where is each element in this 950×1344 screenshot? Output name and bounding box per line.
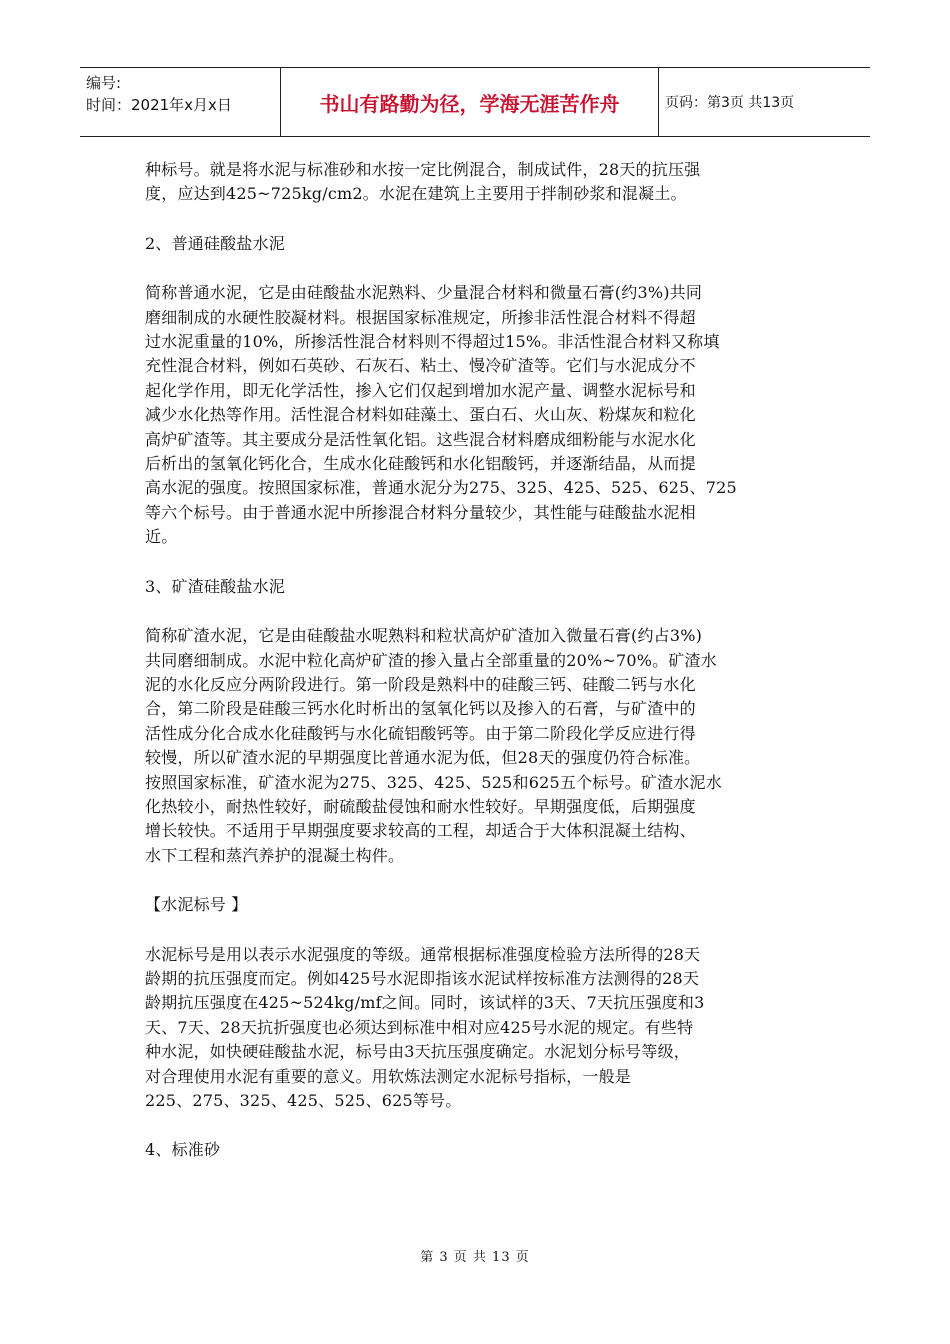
text-line: 合，第二阶段是硅酸三钙水化时析出的氢氧化钙以及掺入的石膏，与矿渣中的: [145, 699, 696, 719]
text-line: 简称普通水泥，它是由硅酸盐水泥熟料、少量混合材料和微量石膏(约3%)共同: [145, 283, 703, 303]
paragraph: [145, 624, 805, 868]
text-line: 按照国家标准，矿渣水泥为275、325、425、525和625五个标号。矿渣水泥水: [145, 772, 722, 792]
text-line: 充性混合材料，例如石英砂、石灰石、粘土、慢冷矿渣等。它们与水泥成分不: [145, 356, 696, 376]
text-line: 后析出的氢氧化钙化合，生成水化硅酸钙和水化铝酸钙，并逐渐结晶，从而提: [145, 454, 696, 474]
header-motto: 书山有路勤为径，学海无涯苦作舟: [281, 68, 659, 136]
text-line: 对合理使用水泥有重要的意义。用软炼法测定水泥标号指标，一般是: [145, 1066, 632, 1086]
document-body: [145, 158, 805, 1163]
paragraph: [145, 232, 805, 256]
paragraph-gap: [145, 868, 805, 893]
paragraph: [145, 1138, 805, 1162]
paragraph: [145, 281, 805, 549]
text-line: 增长较快。不适用于早期强度要求较高的工程，却适合于大体积混凝土结构、: [145, 821, 696, 841]
text-line: 度，应达到425~725kg/cm2。水泥在建筑上主要用于拌制砂浆和混凝土。: [145, 184, 687, 204]
text-line: 等六个标号。由于普通水泥中所掺混合材料分量较少，其性能与硅酸盐水泥相: [145, 502, 696, 522]
text-line: 简称矿渣水泥，它是由硅酸盐水呢熟料和粒状高炉矿渣加入微量石膏(约占3%): [145, 626, 703, 646]
paragraph-gap: [145, 1113, 805, 1138]
text-line: 高水泥的强度。按照国家标准，普通水泥分为275、325、425、525、625、725: [145, 478, 737, 498]
paragraph-gap: [145, 599, 805, 624]
text-line: 高炉矿渣等。其主要成分是活性氧化铝。这些混合材料磨成细粉能与水泥水化: [145, 429, 696, 449]
text-line: 4、标准砂: [145, 1140, 221, 1160]
text-line: 225、275、325、425、525、625等号。: [145, 1091, 462, 1110]
text-line: 化热较小，耐热性较好，耐硫酸盐侵蚀和耐水性较好。早期强度低，后期强度: [145, 796, 696, 816]
text-line: 种标号。就是将水泥与标准砂和水按一定比例混合，制成试件，28天的抗压强: [145, 160, 701, 179]
text-line: 泥的水化反应分两阶段进行。第一阶段是熟料中的硅酸三钙、硅酸二钙与水化: [145, 674, 696, 694]
header-meta: [80, 68, 281, 136]
paragraph: [145, 943, 805, 1114]
text-line: 3、矿渣硅酸盐水泥: [145, 576, 285, 596]
text-line: 种水泥，如快硬硅酸盐水泥，标号由3天抗压强度确定。水泥划分标号等级，: [145, 1042, 690, 1062]
text-line: 共同磨细制成。水泥中粒化高炉矿渣的掺入量占全部重量的20%~70%。矿渣水: [145, 650, 717, 670]
paragraph-gap: [145, 207, 805, 232]
text-line: 活性成分化合成水化硅酸钙与水化硫铝酸钙等。由于第二阶段化学反应进行得: [145, 723, 696, 743]
text-line: 天、7天、28天抗折强度也必须达到标准中相对应425号水泥的规定。有些特: [145, 1017, 694, 1037]
paragraph: [145, 158, 805, 207]
paragraph: [145, 575, 805, 599]
header-page-info: 页码：第3页 共13页: [665, 95, 795, 111]
text-line: 水泥标号是用以表示水泥强度的等级。通常根据标准强度检验方法所得的28天: [145, 944, 701, 964]
paragraph-gap: [145, 256, 805, 281]
text-line: 2、普通硅酸盐水泥: [145, 233, 285, 253]
page-footer: 第 3 页 共 13 页: [420, 1250, 530, 1265]
paragraph-gap: [145, 550, 805, 575]
page-header: [80, 67, 870, 137]
document-date: 时间：2021年x月x日: [86, 96, 232, 114]
text-line: 过水泥重量的10%，所掺活性混合材料则不得超过15%。非活性混合材料又称填: [145, 332, 720, 352]
text-line: 近。: [145, 527, 178, 547]
paragraph-gap: [145, 918, 805, 943]
text-line: 减少水化热等作用。活性混合材料如硅藻土、蛋白石、火山灰、粉煤灰和粒化: [145, 405, 696, 425]
text-line: 起化学作用，即无化学活性，掺入它们仅起到增加水泥产量、调整水泥标号和: [145, 380, 696, 400]
text-line: 【水泥标号 】: [145, 895, 248, 915]
text-line: 水下工程和蒸汽养护的混凝土构件。: [145, 845, 405, 865]
text-line: 龄期的抗压强度而定。例如425号水泥即指该水泥试样按标准方法测得的28天: [145, 968, 700, 988]
paragraph: [145, 893, 805, 917]
document-number-label: 编号:: [86, 74, 122, 92]
text-line: 龄期抗压强度在425~524kg/mf之间。同时，该试样的3天、7天抗压强度和3: [145, 993, 705, 1013]
text-line: 磨细制成的水硬性胶凝材料。根据国家标准规定，所掺非活性混合材料不得超: [145, 307, 696, 327]
text-line: 较慢，所以矿渣水泥的早期强度比普通水泥为低，但28天的强度仍符合标准。: [145, 748, 701, 768]
